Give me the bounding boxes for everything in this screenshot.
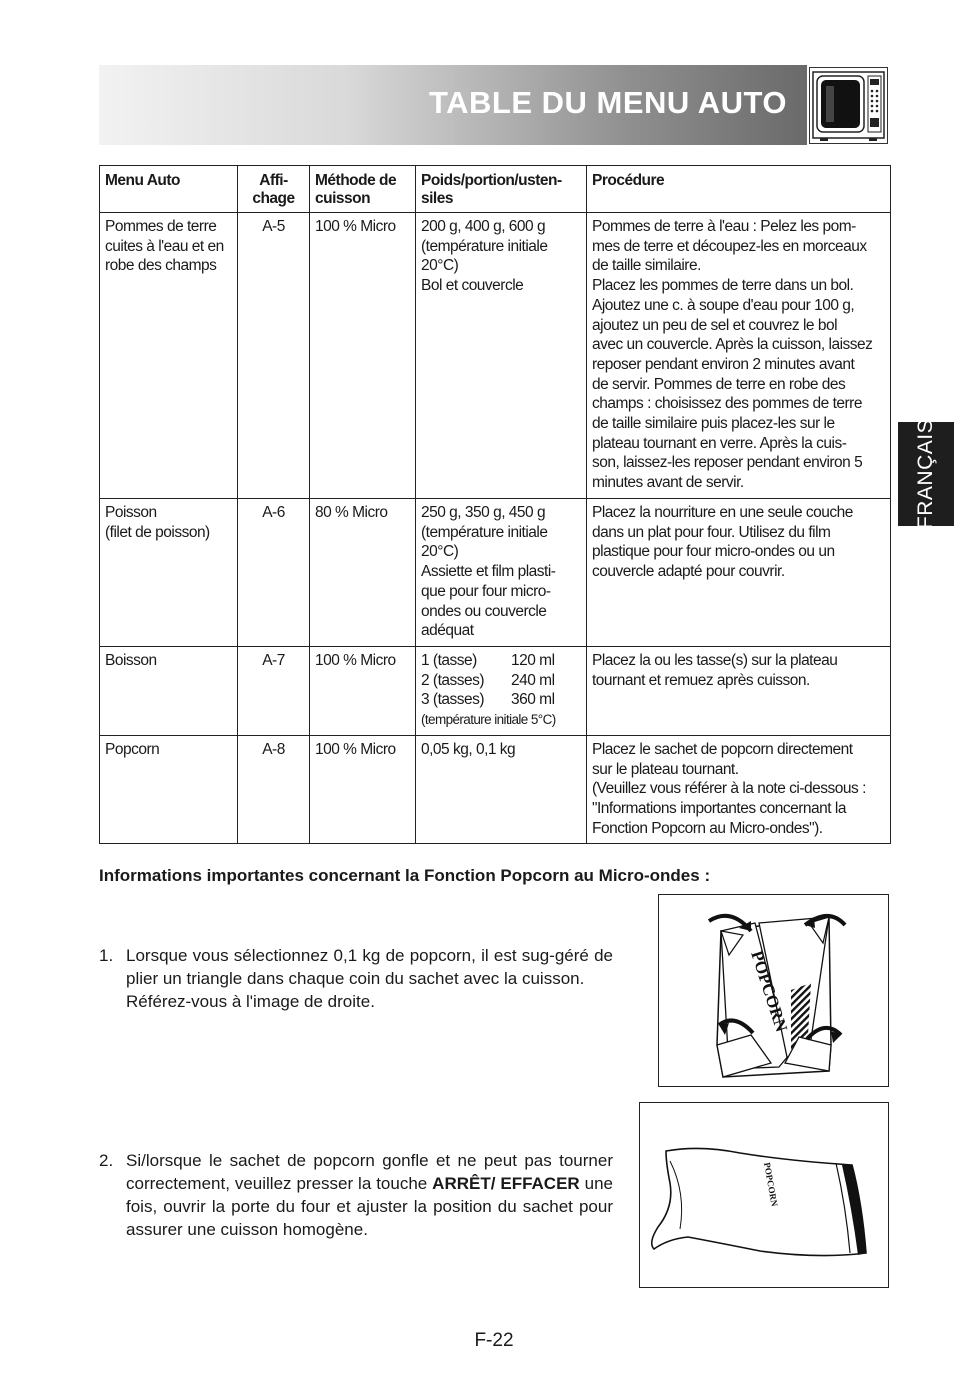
bag-label-small: POPCORN (762, 1161, 780, 1208)
column-header-procedure: Procédure (587, 166, 891, 213)
table-row (100, 499, 891, 647)
cell-code: A-8 (238, 736, 310, 844)
cup-qty: 2 (tasses) (421, 671, 485, 689)
bag-label: POPCORN (747, 948, 792, 1035)
auto-menu-table (99, 165, 891, 844)
cell-code: A-6 (238, 499, 310, 647)
header-bar (99, 65, 807, 145)
cell-weight (416, 647, 587, 736)
cell-method: 80 % Micro (310, 499, 416, 647)
microwave-icon (809, 67, 888, 144)
cup-qty: 3 (tasses) (421, 691, 485, 709)
column-header-menu: Menu Auto (100, 166, 238, 213)
cell-menu: Boisson (100, 647, 238, 736)
cell-procedure: Placez la ou les tasse(s) sur la plateau tournant et remuez après cuisson. (587, 647, 891, 736)
popcorn-bag-inflated-illustration (640, 1103, 888, 1287)
cup-volume: 240 ml (511, 671, 555, 689)
stop-clear-key-label: ARRÊT/ EFFACER (432, 1174, 580, 1193)
cell-code: A-7 (238, 647, 310, 736)
cell-code: A-5 (238, 213, 310, 499)
cup-qty: 1 (tasse) (421, 652, 477, 669)
item-text: Si/lorsque le sachet de popcorn gonfle et ne peut pas tourner correctement, veuillez presser la touche (126, 1151, 613, 1193)
language-tab (898, 418, 954, 530)
cup-volume: 360 ml (511, 691, 555, 709)
cell-weight: 250 g, 350 g, 450 g (température initiale 20°C) Assiette et film plasti- que pour four micro- ondes ou couvercle adéquat (416, 499, 587, 647)
cell-method: 100 % Micro (310, 736, 416, 844)
instruction-item-2 (99, 1149, 613, 1241)
item-text: Lorsque vous sélectionnez 0,1 kg de popcorn, il est sug-géré de plier un triangle dans chaque coin du sachet avec la cuisson. (126, 946, 613, 988)
item-number: 2. (99, 1151, 114, 1170)
instruction-item-1 (99, 944, 613, 1013)
language-label: FRANÇAIS (914, 418, 937, 530)
cell-weight: 200 g, 400 g, 600 g (température initiale 20°C) Bol et couvercle (416, 213, 587, 499)
cell-menu: Pommes de terre cuites à l'eau et en robe des champs (100, 213, 238, 499)
item-reference: Référez-vous à l'image de droite. (126, 992, 375, 1011)
table-row (100, 647, 891, 736)
cell-method: 100 % Micro (310, 213, 416, 499)
column-header-weight: Poids/portion/usten- siles (416, 166, 587, 213)
cup-list (421, 651, 581, 710)
cell-procedure: Placez la nourriture en une seule couche dans un plat pour four. Utilisez du film plastique pour four micro-ondes ou un couvercle adapté pour couvrir. (587, 499, 891, 647)
cell-procedure: Pommes de terre à l'eau : Pelez les pom- mes de terre et découpez-les en morceaux de taille similaire. Placez les pommes de terre dans un bol. Ajoutez une c. à soupe d'eau pour 100 g, ajoutez un peu de sel et couvrez le bol avec un couvercle. Après la cuisson, laissez reposer pendant environ 2 minutes avant de servir. Pommes de terre en robe des champs : choisissez des pommes de terre de taille similaire puis placez-les sur le plateau tournant en verre. Après la cuis- son, laissez-les reposer pendant environ 5 minutes avant de servir. (587, 213, 891, 499)
table-header-row (100, 166, 891, 213)
cup-volume: 120 ml (511, 652, 555, 669)
table-row (100, 736, 891, 844)
column-header-display: Affi- chage (238, 166, 310, 213)
table-row (100, 213, 891, 499)
cell-menu: Popcorn (100, 736, 238, 844)
page-title: TABLE DU MENU AUTO (428, 85, 787, 120)
cell-menu: Poisson (filet de poisson) (100, 499, 238, 647)
page-number: F-22 (474, 1330, 514, 1351)
folded-bag-figure (658, 894, 889, 1087)
initial-temperature-note: (température initiale 5°C) (421, 712, 556, 728)
popcorn-note-heading: Informations importantes concernant la Fonction Popcorn au Micro-ondes : (99, 866, 711, 885)
cell-procedure: Placez le sachet de popcorn directement sur le plateau tournant. (Veuillez vous référer à la note ci-dessous : "Informations importantes concernant la Fonction Popcorn au Micro-ondes"). (587, 736, 891, 844)
cell-weight: 0,05 kg, 0,1 kg (416, 736, 587, 844)
inflated-bag-figure (639, 1102, 889, 1288)
cell-method: 100 % Micro (310, 647, 416, 736)
popcorn-bag-folded-illustration (659, 895, 888, 1086)
item-text: une fois, ouvrir la porte du four et ajuster la position du sachet pour assurer une cuisson homogène. (126, 1174, 613, 1239)
item-number: 1. (99, 946, 114, 965)
column-header-method: Méthode de cuisson (310, 166, 416, 213)
